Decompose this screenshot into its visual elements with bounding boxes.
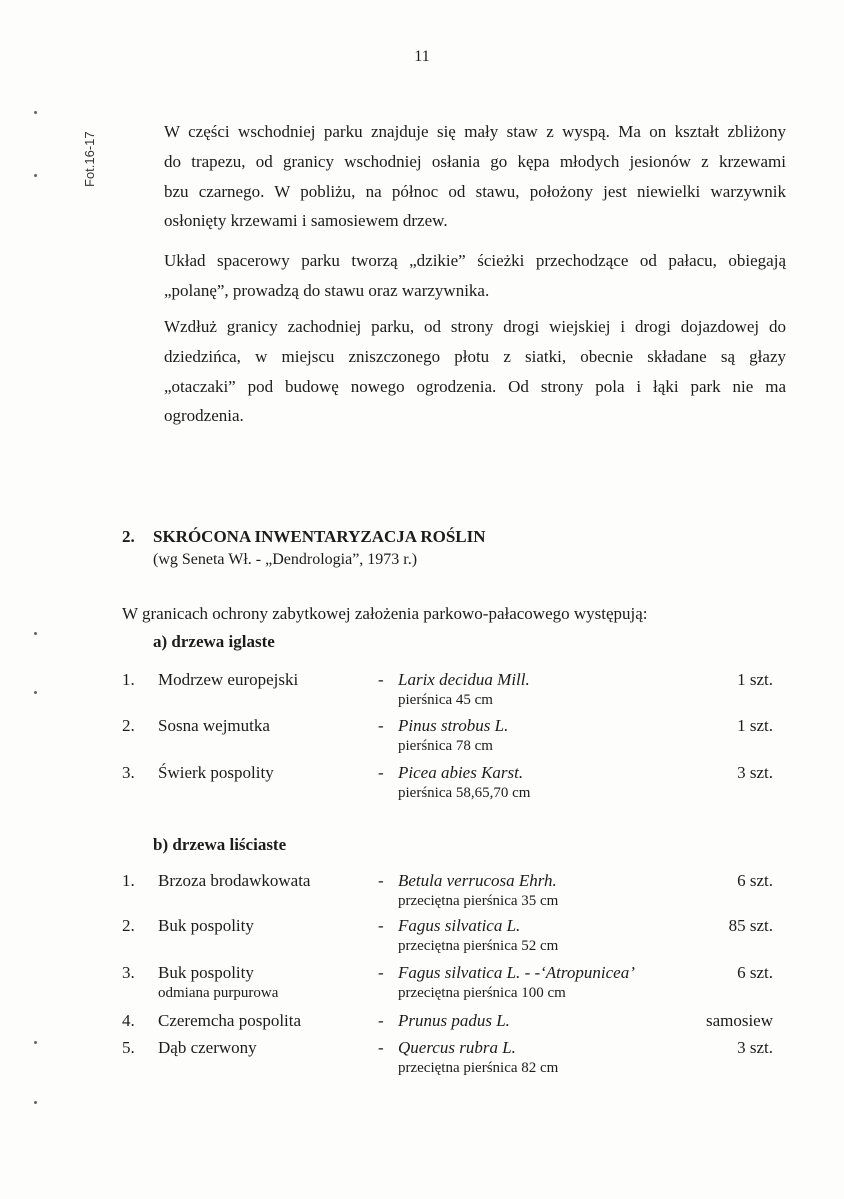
plant-name: Modrzew europejski [158, 670, 299, 689]
latin-name: Pinus strobus L. [398, 716, 509, 735]
measurement: pierśnica 58,65,70 cm [398, 785, 531, 801]
plant-name: Świerk pospolity [158, 763, 274, 782]
side-photo-label: Fot.16-17 [82, 131, 97, 187]
latin-name: Betula verrucosa Ehrh. [398, 871, 557, 890]
row-number: 1. [122, 670, 135, 689]
scan-dot [34, 111, 37, 114]
quantity: 3 szt. [737, 1038, 773, 1057]
plant-name: Buk pospolity [158, 916, 254, 935]
row-number: 5. [122, 1038, 135, 1057]
quantity: 6 szt. [737, 963, 773, 982]
row-dash: - [378, 1038, 384, 1057]
paragraph-line: „otaczaki” pod budowę nowego ogrodzenia. Od strony pola i łąki park nie ma [164, 376, 786, 396]
paragraph-line: bzu czarnego. W pobliżu, na północ od stawu, położony jest niewielki warzywnik [164, 181, 786, 201]
row-number: 2. [122, 916, 135, 935]
quantity: 1 szt. [737, 670, 773, 689]
measurement: przeciętna pierśnica 82 cm [398, 1060, 559, 1076]
paragraph-pond [164, 117, 786, 236]
plant-name: Brzoza brodawkowata [158, 871, 311, 890]
scan-dot [34, 1101, 37, 1104]
row-dash: - [378, 670, 384, 689]
section-title: SKRÓCONA INWENTARYZACJA ROŚLIN [153, 527, 486, 546]
section-intro: W granicach ochrony zabytkowej założenia parkowo-pałacowego występują: [122, 604, 648, 623]
page-number: 11 [414, 48, 430, 65]
quantity: 6 szt. [737, 871, 773, 890]
row-dash: - [378, 716, 384, 735]
paragraph-line: Wzdłuż granicy zachodniej parku, od strony drogi wiejskiej i drogi dojazdowej do [164, 317, 786, 336]
group-heading-conifers: a) drzewa iglaste [153, 632, 275, 651]
row-dash: - [378, 963, 384, 982]
scan-dot [34, 691, 37, 694]
measurement: przeciętna pierśnica 100 cm [398, 985, 566, 1001]
row-number: 3. [122, 963, 135, 982]
row-number: 4. [122, 1011, 135, 1030]
measurement: przeciętna pierśnica 35 cm [398, 893, 559, 909]
paragraph-fence [164, 312, 786, 431]
quantity: 3 szt. [737, 763, 773, 782]
scan-dot [34, 174, 37, 177]
measurement: pierśnica 78 cm [398, 738, 493, 754]
scan-dot [34, 632, 37, 635]
row-dash: - [378, 1011, 384, 1030]
latin-name: Larix decidua Mill. [398, 670, 530, 689]
latin-name [398, 963, 635, 983]
row-dash: - [378, 871, 384, 890]
section-subtitle: (wg Seneta Wł. - „Dendrologia”, 1973 r.) [153, 551, 418, 568]
plant-name-main: Buk pospolity [158, 963, 254, 982]
row-dash: - [378, 916, 384, 935]
latin-name: Prunus padus L. [398, 1011, 510, 1030]
row-number: 1. [122, 871, 135, 890]
plant-name [158, 963, 368, 1002]
plant-name: Dąb czerwony [158, 1038, 257, 1057]
paragraph-line: osłonięty krzewami i samosiewem drzew. [164, 211, 448, 231]
paragraph-line: ogrodzenia. [164, 406, 244, 426]
paragraph-line: W części wschodniej parku znajduje się mały staw z wyspą. Ma on kształt zbliżony [164, 122, 786, 141]
scan-dot [34, 1041, 37, 1044]
latin-name: Quercus rubra L. [398, 1038, 516, 1057]
cultivar-name: - -‘Atropunicea’ [520, 963, 635, 982]
paragraph-line: do trapezu, od granicy wschodniej osłania go kępa młodych jesionów z krzewami [164, 151, 786, 171]
row-number: 3. [122, 763, 135, 782]
quantity: 1 szt. [737, 716, 773, 735]
measurement: przeciętna pierśnica 52 cm [398, 938, 559, 954]
plant-name: Czeremcha pospolita [158, 1011, 302, 1030]
section-number: 2. [122, 527, 135, 546]
measurement: pierśnica 45 cm [398, 692, 493, 708]
latin-name: Picea abies Karst. [398, 763, 524, 782]
plant-name: Sosna wejmutka [158, 716, 270, 735]
quantity: samosiew [705, 1011, 773, 1030]
row-number: 2. [122, 716, 135, 735]
row-dash: - [378, 763, 384, 782]
paragraph-line: dziedzińca, w miejscu zniszczonego płotu z siatki, obecnie składane są głazy [164, 346, 786, 366]
paragraph-line: „polanę”, prowadzą do stawu oraz warzywnika. [164, 280, 490, 300]
plant-variety: odmiana purpurowa [158, 985, 279, 1001]
paragraph-paths [164, 246, 786, 306]
latin-name: Fagus silvatica L. [398, 916, 521, 935]
latin-name-main: Fagus silvatica L. [398, 963, 521, 982]
group-heading-deciduous: b) drzewa liściaste [153, 835, 287, 854]
quantity: 85 szt. [728, 916, 773, 935]
paragraph-line: Układ spacerowy parku tworzą „dzikie” ścieżki przechodzące od pałacu, obiegają [164, 251, 786, 270]
